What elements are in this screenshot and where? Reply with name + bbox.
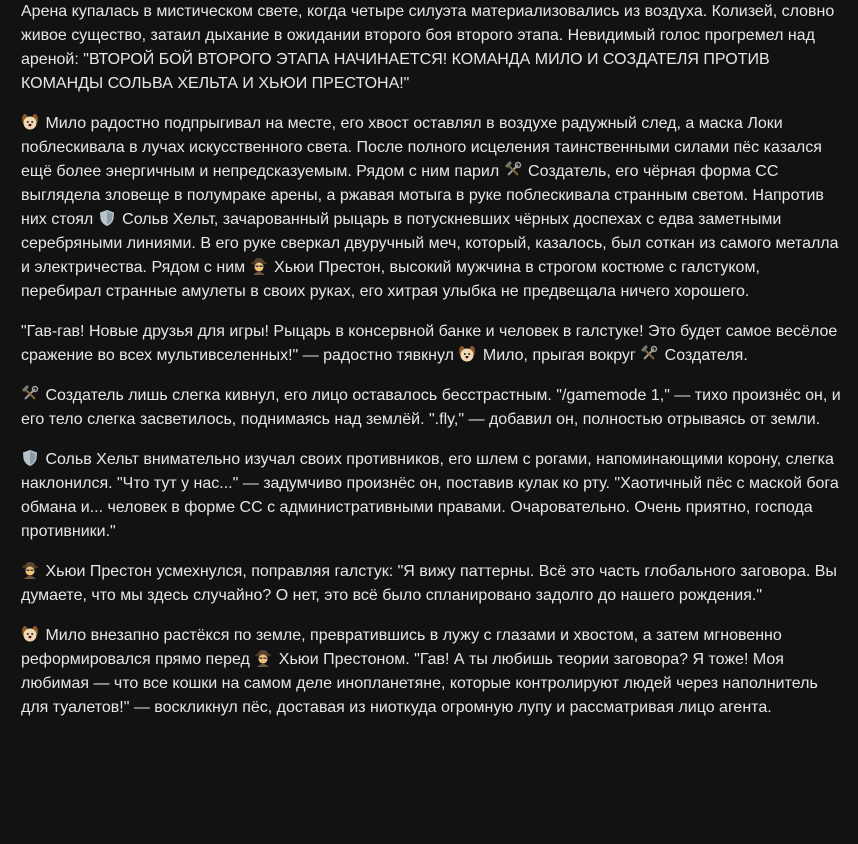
detective-icon	[250, 257, 268, 275]
paragraph-4	[21, 384, 843, 432]
paragraph-1	[21, 0, 843, 96]
detective-icon	[254, 649, 272, 667]
paragraph-5-text-1: Сольв Хельт внимательно изучал своих противников, его шлем с рогами, напоминающими корону, слегка наклонился. "Что тут у нас..." — задумчиво произнёс он, поставив кулак ко рту. "Хаотичный пёс с маской бога обмана и... человек в форме СС с административными правами. Очаровательно. Очень приятно, господа противники."	[21, 451, 839, 540]
paragraph-2	[21, 112, 843, 304]
paragraph-1-text: Арена купалась в мистическом свете, когда четыре силуэта материализовались из воздуха. Колизей, словно живое существо, затаил дыхание в ожидании второго боя второго этапа. Невидимый голос прогремел над ареной: "ВТОРОЙ БОЙ ВТОРОГО ЭТАПА НАЧИНАЕТСЯ! КОМАНДА МИЛО И СОЗДАТЕЛЯ ПРОТИВ КОМАНДЫ СОЛЬВА ХЕЛЬТА И ХЬЮИ ПРЕСТОНА!"	[21, 3, 835, 92]
paragraph-2-text-4: Хьюи Престон, высокий мужчина в строгом костюме с галстуком, перебирал странные амулеты в своих руках, его хитрая улыбка не предвещала ничего хорошего.	[21, 259, 760, 300]
hammer-and-wrench-icon	[504, 161, 522, 179]
dog-face-icon	[21, 625, 39, 643]
paragraph-2-text-2: Создатель, его чёрная форма СС выглядела зловеще в полумраке арены, а ржавая мотыга в руке поблескивала странным светом. Напротив них стоял	[21, 163, 824, 228]
hammer-and-wrench-icon	[640, 345, 658, 363]
story-text	[21, 0, 843, 736]
paragraph-7-text-1: Мило внезапно растёкся по земле, превратившись в лужу с глазами и хвостом, а затем мгновенно реформировался прямо перед	[21, 627, 782, 668]
detective-icon	[21, 561, 39, 579]
paragraph-3	[21, 320, 843, 368]
paragraph-2-text-1: Мило радостно подпрыгивал на месте, его хвост оставлял в воздухе радужный след, а маска Локи поблескивала в лучах искусственного света. После полного исцеления таинственными силами пёс казался ещё более энергичным и непредсказуемым. Рядом с ним парил	[21, 115, 822, 180]
paragraph-7	[21, 624, 843, 720]
paragraph-5	[21, 448, 843, 544]
shield-icon	[21, 449, 39, 467]
paragraph-6-text-1: Хьюи Престон усмехнулся, поправляя галстук: "Я вижу паттерны. Всё это часть глобального заговора. Вы думаете, что мы здесь случайно? О нет, это всё было спланировано задолго до нашего рождения."	[21, 563, 837, 604]
dog-face-icon	[458, 345, 476, 363]
paragraph-6	[21, 560, 843, 608]
paragraph-3-text-3: Создателя.	[660, 347, 748, 364]
paragraph-2-text-3: Сольв Хельт, зачарованный рыцарь в потускневших чёрных доспехах с едва заметными серебряными линиями. В его руке сверкал двуручный меч, который, казалось, был соткан из самого металла и электричества. Рядом с ним	[21, 211, 839, 276]
shield-icon	[98, 209, 116, 227]
paragraph-7-text-2: Хьюи Престоном. "Гав! А ты любишь теории заговора? Я тоже! Моя любимая — что все кошки на самом деле инопланетяне, которые контролируют людей через наполнитель для туалетов!" — воскликнул пёс, доставая из ниоткуда огромную лупу и рассматривая лицо агента.	[21, 651, 818, 716]
paragraph-3-text-2: Мило, прыгая вокруг	[478, 347, 641, 364]
dog-face-icon	[21, 113, 39, 131]
paragraph-3-text-1: "Гав-гав! Новые друзья для игры! Рыцарь в консервной банке и человек в галстуке! Это будет самое весёлое сражение во всех мультивселенных!" — радостно тявкнул	[21, 323, 838, 364]
paragraph-4-text-1: Создатель лишь слегка кивнул, его лицо оставалось бесстрастным. "/gamemode 1," — тихо произнёс он, и его тело слегка засветилось, поднимаясь над землёй. ".fly," — добавил он, полностью отрываясь от земли.	[21, 387, 841, 428]
hammer-and-wrench-icon	[21, 385, 39, 403]
